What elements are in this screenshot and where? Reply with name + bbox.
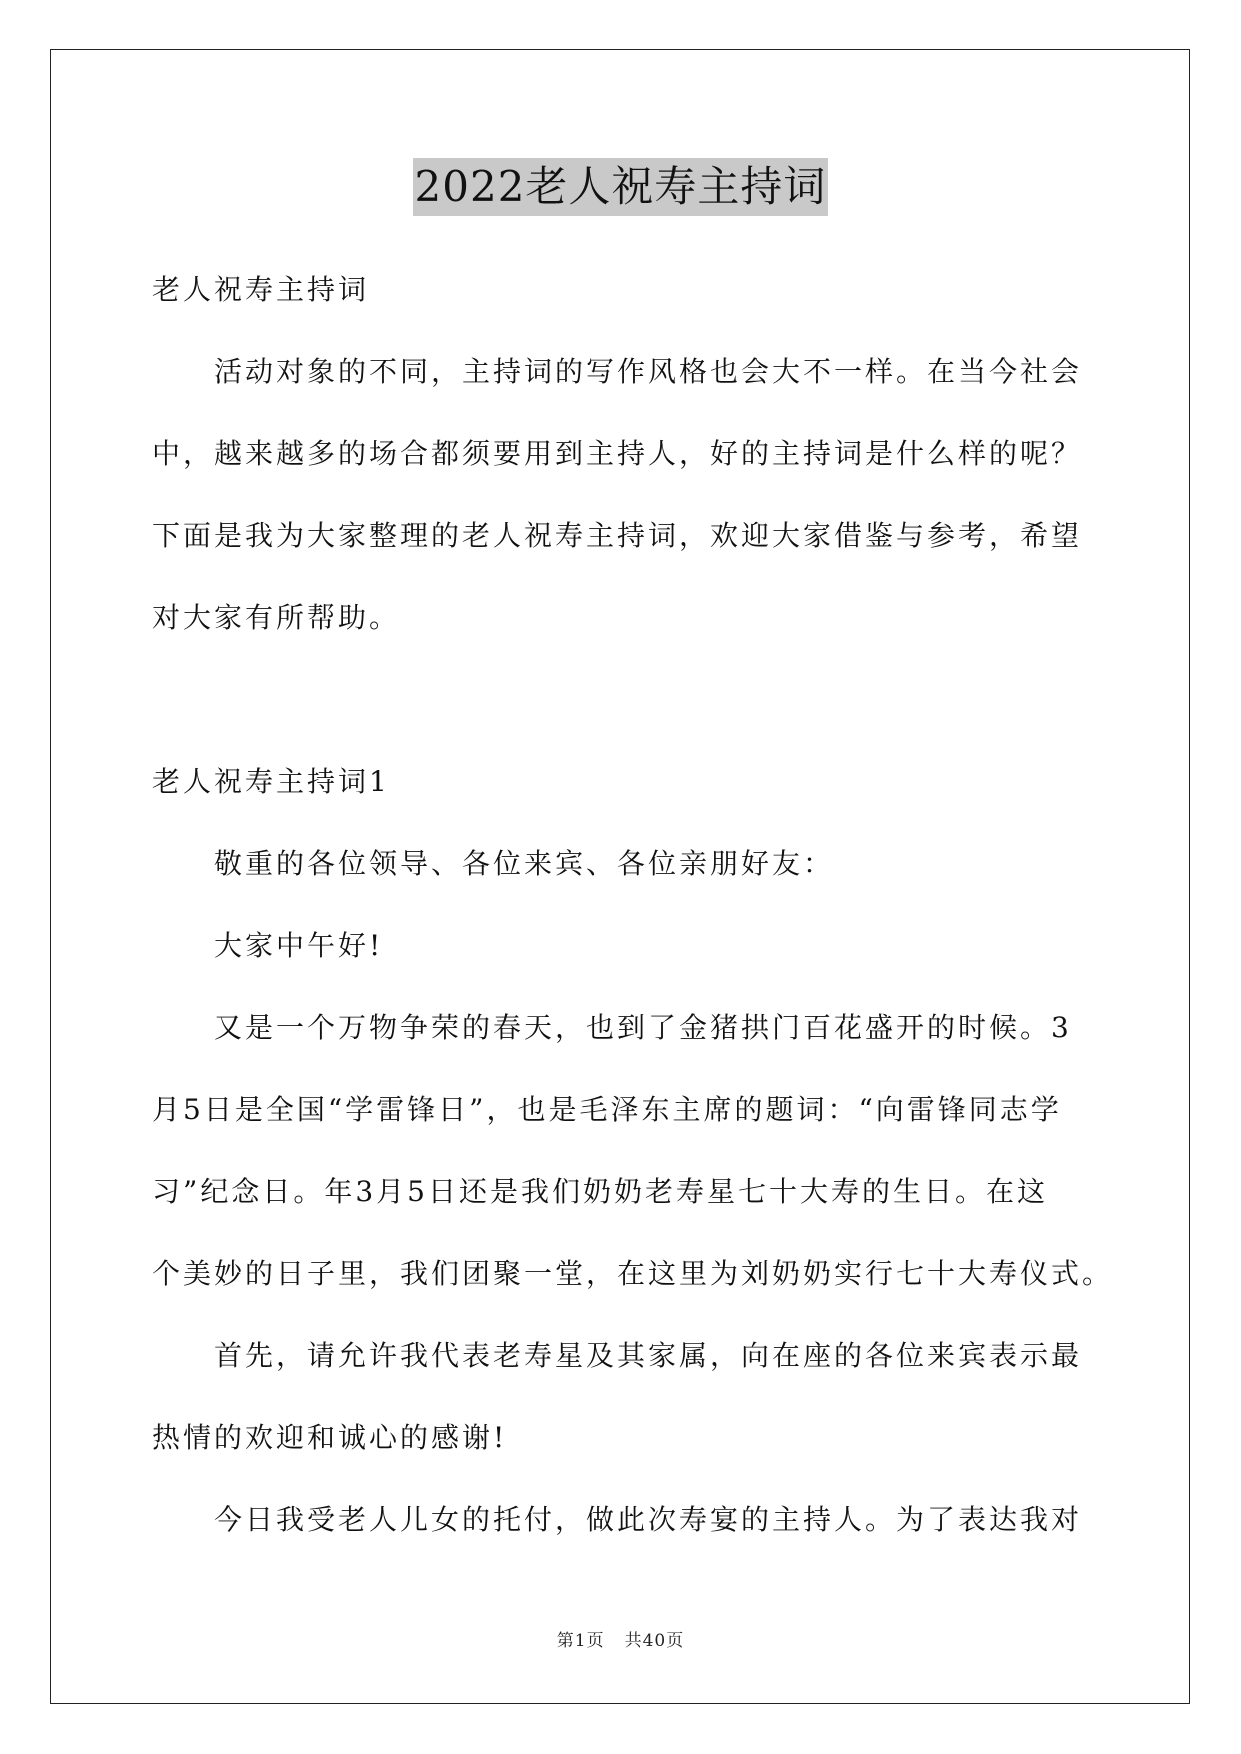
paragraph-line: 个美妙的日子里，我们团聚一堂，在这里为刘奶奶实行七十大寿仪式。 — [152, 1257, 1114, 1290]
paragraph-line: 敬重的各位领导、各位来宾、各位亲朋好友： — [214, 847, 835, 880]
paragraph-line: 大家中午好! — [214, 929, 384, 962]
paragraph-line: 今日我受老人儿女的托付，做此次寿宴的主持人。为了表达我对 — [214, 1503, 1083, 1536]
paragraph-line: 对大家有所帮助。 — [152, 601, 401, 634]
paragraph-line: 又是一个万物争荣的春天，也到了金猪拱门百花盛开的时候。3 — [214, 1011, 1072, 1044]
paragraph-line: 月5日是全国“学雷锋日”，也是毛泽东主席的题词：“向雷锋同志学 — [152, 1093, 1062, 1126]
paragraph-line: 下面是我为大家整理的老人祝寿主持词，欢迎大家借鉴与参考，希望 — [152, 519, 1083, 552]
paragraph-line: 中，越来越多的场合都须要用到主持人，好的主持词是什么样的呢？ — [152, 437, 1083, 470]
page-total: 共40页 — [624, 1631, 685, 1651]
section-heading: 老人祝寿主持词 — [152, 273, 370, 306]
page-number: 第1页 — [556, 1631, 605, 1651]
blank-line — [152, 672, 1092, 754]
document-body — [152, 262, 1114, 1574]
title-container — [0, 158, 1241, 216]
document-title: 2022老人祝寿主持词 — [413, 158, 829, 216]
paragraph-line: 活动对象的不同，主持词的写作风格也会大不一样。在当今社会 — [214, 355, 1083, 388]
page-footer — [0, 1626, 1241, 1651]
paragraph-line: 习”纪念日。年3月5日还是我们奶奶老寿星七十大寿的生日。在这 — [152, 1175, 1048, 1208]
paragraph-line: 首先，请允许我代表老寿星及其家属，向在座的各位来宾表示最 — [214, 1339, 1083, 1372]
section-heading: 老人祝寿主持词1 — [152, 765, 390, 798]
paragraph-line: 热情的欢迎和诚心的感谢! — [152, 1421, 508, 1454]
